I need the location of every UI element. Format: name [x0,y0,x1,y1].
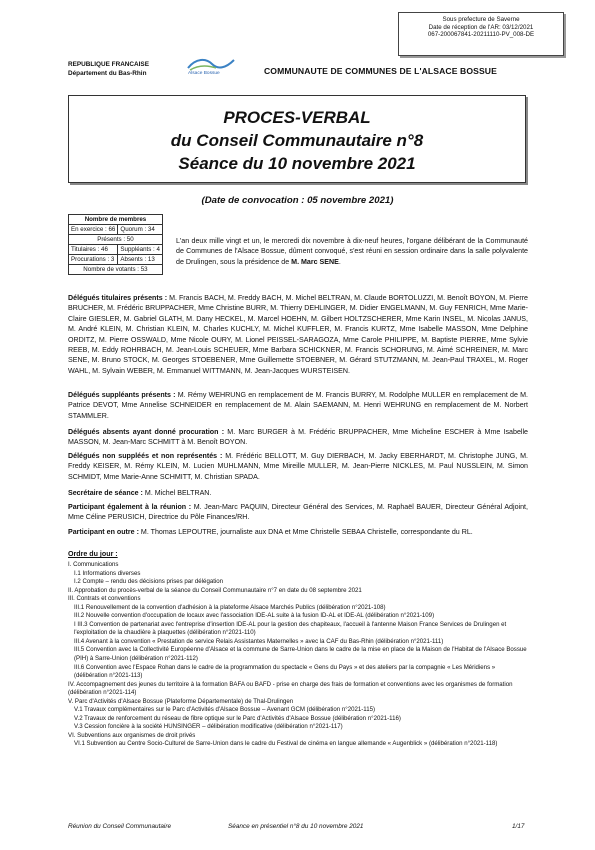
logo-caption: Alsace Bossue [188,71,220,76]
republic-header [68,60,149,78]
ordre-du-jour-title: Ordre du jour : [68,550,118,558]
intro-end: . [338,257,341,266]
members-votants: Nombre de votants : 53 [69,265,163,275]
reception-stamp [398,12,564,56]
agenda-item: I.2 Compte – rendu des décisions prises par délégation [74,578,224,586]
members-table [68,214,163,275]
stamp-line-2: Date de réception de l'AR: 03/12/2021 [428,23,534,31]
section-procurations [68,427,528,448]
section-label: Participant en outre : [68,528,139,536]
convocation-date: (Date de convocation : 05 novembre 2021) [201,195,394,206]
departement-label: Département du Bas-Rhin [68,70,147,77]
members-header: Nombre de membres [69,215,163,225]
agenda-item: I.1 Informations diverses [74,569,141,577]
section-label: Délégués non suppléés et non représentés : [68,452,223,460]
agenda-item: V.2 Travaux de renforcement du réseau de fibre optique sur le Parc d'Activités d'Alsace Bossue (délibération n°2021-116) [74,714,401,722]
agenda-item: I III.3 Convention de partenariat avec l'entreprise d'insertion IDE-AL pour la gestion des chapiteaux, l'accueil à l'antenne Maison France Services de Drulingen et l'exploitation de la chaudière à plaquettes (délibération n°2021-110) [74,620,507,637]
title-box [68,95,526,183]
section-text: M. Rémy WEHRUNG en remplacement de M. Francis BURRY, M. Rodolphe MULLER en remplacement de M. Patrice DEVOT, Mme Annelise SCHNEIDER en remplacement de M. Alain SAEMANN, M. Henri WEHRUNG en remplacement de M. Norbert STAMMLER. [68,391,528,420]
title-line-1: PROCES-VERBAL [223,108,371,127]
members-presents: Présents : 50 [69,235,163,245]
stamp-line-1: Sous prefecture de Saverne [442,16,520,23]
section-titulaires [68,293,528,376]
agenda-item: V.3 Cession foncière à la société HUNSINGER – délibération modificative (délibération n°2021-117) [74,723,343,731]
section-text: M. Marc BURGER à M. Frédéric BRUPPACHER, Mme Micheline ESCHER à Mme Isabelle MASSON, M. Jean-Marc SCHMITT à M. Benoît BOYON. [68,428,528,447]
section-text: M. Frédéric BELLOTT, M. Guy DIERBACH, M. Jacky EBERHARDT, M. Christophe JUNG, M. Freddy KEISER, M. Rémy KLEIN, M. Lucien MUHLMANN, Mme Mireille MULLER, M. Jean-Pierre NICKLES, M. Paul NUSSLEIN, M. Simon SCHMIDT, Mme Marie-Anne SCHMITT, M. Christian SPADA. [68,452,528,481]
footer-page-number: 1/17 [512,823,525,830]
agenda-item: V.1 Travaux complémentaires sur le Parc d'Activités d'Alsace Bossue – Avenant GCM (délibération n°2021-115) [74,706,376,714]
section-participants [68,502,528,523]
stamp-line-3: 067-200067841-20211110-PV_008-DE [427,31,535,39]
section-label: Délégués suppléants présents : [68,391,176,399]
section-text: M. Francis BACH, M. Freddy BACH, M. Michel BELTRAN, M. Claude BORTOLUZZI, M. Benoît BOYON, M. Pierre BRUCHER, M. Frédéric BRUPPACHER, Mme Christine BURR, M. Thierry DEHLINGER, M. Didier ENGELMANN, M. Guy FENRICH, Mme Marie-Claire GIESLER, M. Gabriel GLATH, M. Dany HECKEL, M. Marcel HOEHN, M. Gilbert HOLTZSCHERER, Mme Karin INSEL, M. Nicolas JANUS, M. André KLEIN, M. Christian KLEIN, M. Charles KUCHLY, M. Michel KUFFLER, M. Francis KURTZ, Mme Isabelle MASSON, Mme Delphine ORDITZ, M. Pierre OSSWALD, Mme Nicole OURY, M. Lionel PEISSEL-SARAGOZA, Mme Carole PHILIPPE, M. Baptiste PIERRE, Mme Sylvie REEB, M. Eddy ROHRBACH, M. Jean-Louis SCHEUER, Mme Barbara SCHICKNER, M. Francis SCHORUNG, M. Aimé SCHREINER, M. Marc SENE, M. Bruno STOCK, M. Georges STOEBENER, Mme Guillemette STOEBNER, M. Gérard STUTZMANN, M. Jean-Paul TRAXEL, M. Roger WAHL, M. Sylvain WEBER, M. Emmanuel WITTMANN, M. Jean-Jacques WURSTEISEN. [68,294,528,375]
section-text: M. Thomas LEPOUTRE, journaliste aux DNA et Mme Christelle SEBAA Christelle, correspondante du RL. [138,528,473,536]
section-text: M. Jean-Marc PAQUIN, Directeur Général des Services, M. Raphaël BAUER, Directeur Général Adjoint, Mme Céline PERUSICH, Directrice du Pôle Finances/RH. [68,503,528,522]
agenda-item: VI. Subventions aux organismes de droit privés [68,731,196,739]
section-label: Participant également à la réunion : [68,503,192,511]
intro-paragraph [176,236,528,267]
section-participants-outre [68,527,528,537]
section-label: Secrétaire de séance : [68,489,143,497]
footer-center: Séance en présentiel n°8 du 10 novembre 2021 [228,823,364,830]
members-quorum: Quorum : 34 [118,225,163,235]
agenda-item: VI.1 Subvention au Centre Socio-Culturel de Sarre-Union dans le cadre du Festival de cinéma en langue allemande « Augenblick » (délibération n°2021-118) [74,740,498,748]
president-name: M. Marc SENE [291,257,339,266]
agenda-item: III.2 Nouvelle convention d'occupation de locaux avec l'association IDE-AL suite à la fusion ID-AL et IDE-AL (délibération n°2021-109) [74,612,435,620]
section-label: Délégués titulaires présents : [68,294,168,302]
members-suppleants: Suppléants : 4 [118,245,163,255]
members-en-exercice: En exercice : 66 [69,225,118,235]
section-suppleants [68,390,528,421]
agenda-item: III. Contrats et conventions [68,595,141,603]
intro-text: L'an deux mille vingt et un, le mercredi dix novembre à dix-neuf heures, l'organe délibérant de la Communauté de Communes de l'Alsace Bossue, dûment convoqué, s'est réuni en session ordinaire dans la salle polyvalente de Drulingen, sous la présidence de [176,237,528,266]
title-line-3: Séance du 10 novembre 2021 [178,154,416,173]
agenda-item: I. Communications [68,561,119,568]
republique-label: REPUBLIQUE FRANCAISE [68,61,149,68]
title-line-2: du Conseil Communautaire n°8 [170,131,424,150]
communaute-title: COMMUNAUTE DE COMMUNES DE L'ALSACE BOSSUE [264,66,497,76]
agenda-item: V. Parc d'Activités d'Alsace Bossue (Plateforme Départementale) de Thal-Drulingen [68,697,294,705]
section-secretaire [68,488,528,498]
agenda-item: III.5 Convention avec la Collectivité Européenne d'Alsace et la commune de Sarre-Union dans le cadre de la mise en place de la Maison de l'Habitat de l'Alsace Bossue (PIH) à Sarre-Union (délibération n°2021-112) [74,646,527,663]
section-text: M. Michel BELTRAN. [142,489,212,497]
agenda-item: III.6 Convention avec l'Espace Rohan dans le cadre de la programmation du spectacle « Gens du Pays » et des ateliers par la compagnie « Les Méridiens » (délibération n°2021-113) [74,663,496,680]
agenda-item: III.4 Avenant à la convention « Prestation de service Relais Assistantes Maternelles » avec la CAF du Bas-Rhin (délibération n°2021-111) [74,637,444,645]
agenda-item: III.1 Renouvellement de la convention d'adhésion à la plateforme Alsace Marchés Publics (délibération n°2021-108) [74,603,386,611]
footer-left: Réunion du Conseil Communautaire [68,823,172,830]
section-label: Délégués absents ayant donné procuration : [68,428,225,436]
members-procurations: Procurations : 3 [69,255,118,265]
section-non-representes [68,451,528,482]
agenda-item: IV. Accompagnement des jeunes du territoire à la formation BAFA ou BAFD - prise en charge des frais de formation et conventions avec les organismes de formation (délibération n°2021-114) [68,680,513,697]
members-titulaires: Titulaires : 46 [69,245,118,255]
members-absents: Absents : 13 [118,255,163,265]
agenda-item: II. Approbation du procès-verbal de la séance du Conseil Communautaire n°7 en date du 08 septembre 2021 [68,586,362,594]
agenda-list [68,561,530,749]
